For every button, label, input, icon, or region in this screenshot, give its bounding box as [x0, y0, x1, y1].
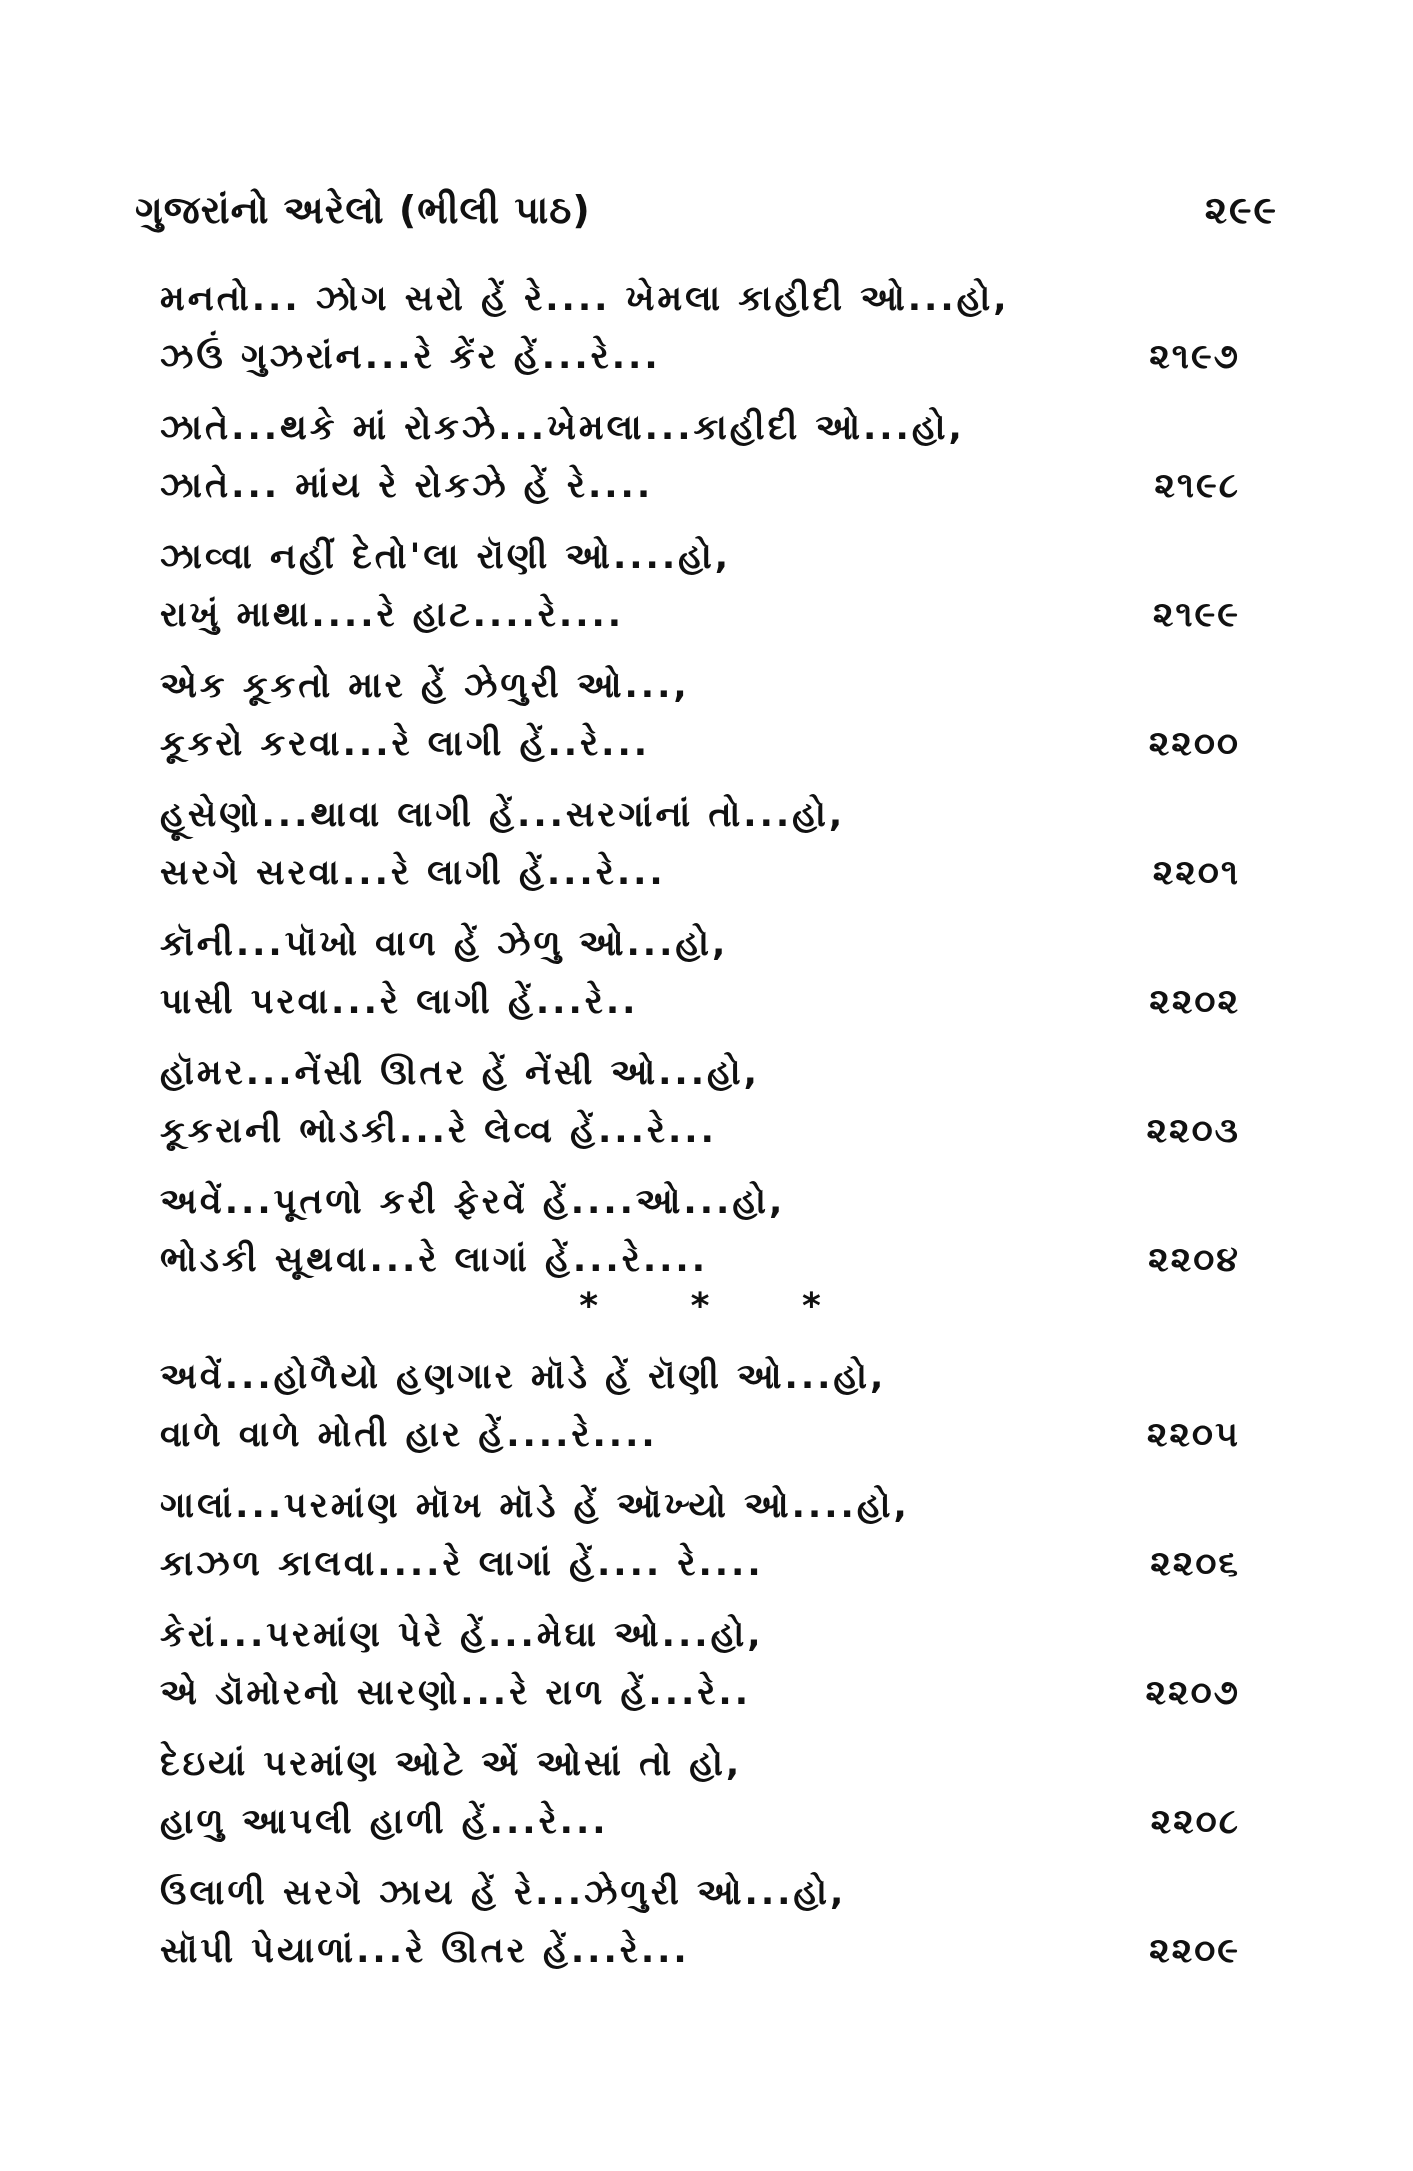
- stanza-number: ૨૨૦૭: [1145, 1673, 1240, 1713]
- stanza-line: સરગે સરવા...રે લાગી હેં...રે...: [160, 853, 666, 893]
- stanza: [160, 1606, 1240, 1735]
- stanza-line: ઝઉં ગુઝરાંન...રે કેંર હેં...રે...: [160, 337, 661, 377]
- stanza-line: હૉમર...નેંસી ઊતર હેં નેંસી ઓ...હો,: [160, 1053, 760, 1093]
- stanza: [160, 1477, 1240, 1606]
- stanza: [160, 399, 1240, 528]
- stanza-line: પાસી પરવા...રે લાગી હેં...રે..: [160, 982, 639, 1022]
- stanza-number: ૨૧૯૮: [1154, 466, 1240, 506]
- stanza: [160, 1044, 1240, 1173]
- stanza-number: ૨૨૦૯: [1149, 1931, 1240, 1971]
- stanza-number: ૨૨૦૮: [1150, 1802, 1240, 1842]
- stanza: [160, 915, 1240, 1044]
- stanza-number: ૨૨૦૧: [1152, 853, 1240, 893]
- stanza-line: કૉની...પૉખો વાળ હેં ઝેળુ ઓ...હો,: [160, 924, 729, 964]
- stanza-line: અવેં...પૂતળો કરી ફેરવેં હેં....ઓ...હો,: [160, 1182, 786, 1222]
- stanza: [160, 270, 1240, 399]
- stanza-line: કૂકરાની ભોડકી...રે લેવ્વ હેં...રે...: [160, 1111, 717, 1151]
- stanza: [160, 528, 1240, 657]
- stanza-number: ૨૨૦૨: [1149, 982, 1240, 1022]
- stanza-line: હૂસેણો...થાવા લાગી હેં...સરગાંનાં તો...હો,: [160, 795, 846, 835]
- stanza-line: ઝાવ્વા નહીં દેતો'લા રૉણી ઓ....હો,: [160, 537, 732, 577]
- stanza-number: ૨૨૦૦: [1148, 724, 1240, 764]
- stanza-line: દેઇયાં પરમાંણ ઓટે એં ઓસાં તો હો,: [160, 1744, 743, 1784]
- stanza-line: કેરાં...પરમાંણ પેરે હેં...મેઘા ઓ...હો,: [160, 1615, 764, 1655]
- stanza-number: ૨૨૦૬: [1150, 1544, 1240, 1584]
- stanza-line: એ ડૉમોરનો સારણો...રે રાળ હેં...રે..: [160, 1673, 751, 1713]
- stanza-line: ઝાતે...થકે માં રોકઝે...ખેમલા...કાહીદી ઓ...હો,: [160, 408, 965, 448]
- stanza-line: ઉલાળી સરગે ઝાય હેં રે...ઝેળુરી ઓ...હો,: [160, 1873, 847, 1913]
- running-header: [135, 180, 1278, 240]
- stanza: [160, 786, 1240, 915]
- header-title: ગુજરાંનો અરેલો (ભીલી પાઠ): [135, 187, 591, 232]
- stanza-number: ૨૨૦૩: [1146, 1111, 1240, 1151]
- stanza-line: કૂકરો કરવા...રે લાગી હેં..રે...: [160, 724, 651, 764]
- stanza-line: ગાલાં...પરમાંણ મૉખ મૉડે હેં ઑખ્યો ઓ....હો,: [160, 1486, 910, 1526]
- stanza-line: હાળુ આપલી હાળી હેં...રે...: [160, 1802, 609, 1842]
- stanza: [160, 1173, 1240, 1302]
- stanza: [160, 1735, 1240, 1864]
- page-number: ૨૯૯: [1204, 187, 1278, 232]
- stanza-line: ભોડકી સૂથવા...રે લાગાં હેં...રે....: [160, 1240, 709, 1280]
- stanza-line: વાળે વાળે મોતી હાર હેં....રે....: [160, 1415, 658, 1455]
- stanza-line: સૉપી પેયાળાં...રે ઊતર હેં...રે...: [160, 1931, 690, 1971]
- stanza-line: કાઝળ કાલવા....રે લાગાં હેં.... રે....: [160, 1544, 764, 1584]
- stanza: [160, 1864, 1240, 1993]
- stanza-number: ૨૨૦૫: [1146, 1415, 1240, 1455]
- stanza-line: મનતો... ઝોગ સરો હેં રે.... ખેમલા કાહીદી ઓ...હો,: [160, 279, 1010, 319]
- stanza: [160, 1348, 1240, 1477]
- stanza-line: રાખું માથા....રે હાટ....રે....: [160, 595, 625, 635]
- stanza-number: ૨૧૯૯: [1152, 595, 1240, 635]
- stanza-line: એક કૂકતો માર હેં ઝેળુરી ઓ...,: [160, 666, 690, 706]
- stanza-line: ઝાતે... માંય રે રોકઝે હેં રે....: [160, 466, 654, 506]
- stanza-number: ૨૨૦૪: [1148, 1240, 1240, 1280]
- stanza-number: ૨૧૯૭: [1149, 337, 1240, 377]
- stanza-line: અવેં...હોળૈયો હણગાર મૉડે હેં રૉણી ઓ...હો,: [160, 1357, 887, 1397]
- verse-section: [160, 270, 1240, 1993]
- stanza: [160, 657, 1240, 786]
- section-separator: * * *: [579, 1286, 861, 1327]
